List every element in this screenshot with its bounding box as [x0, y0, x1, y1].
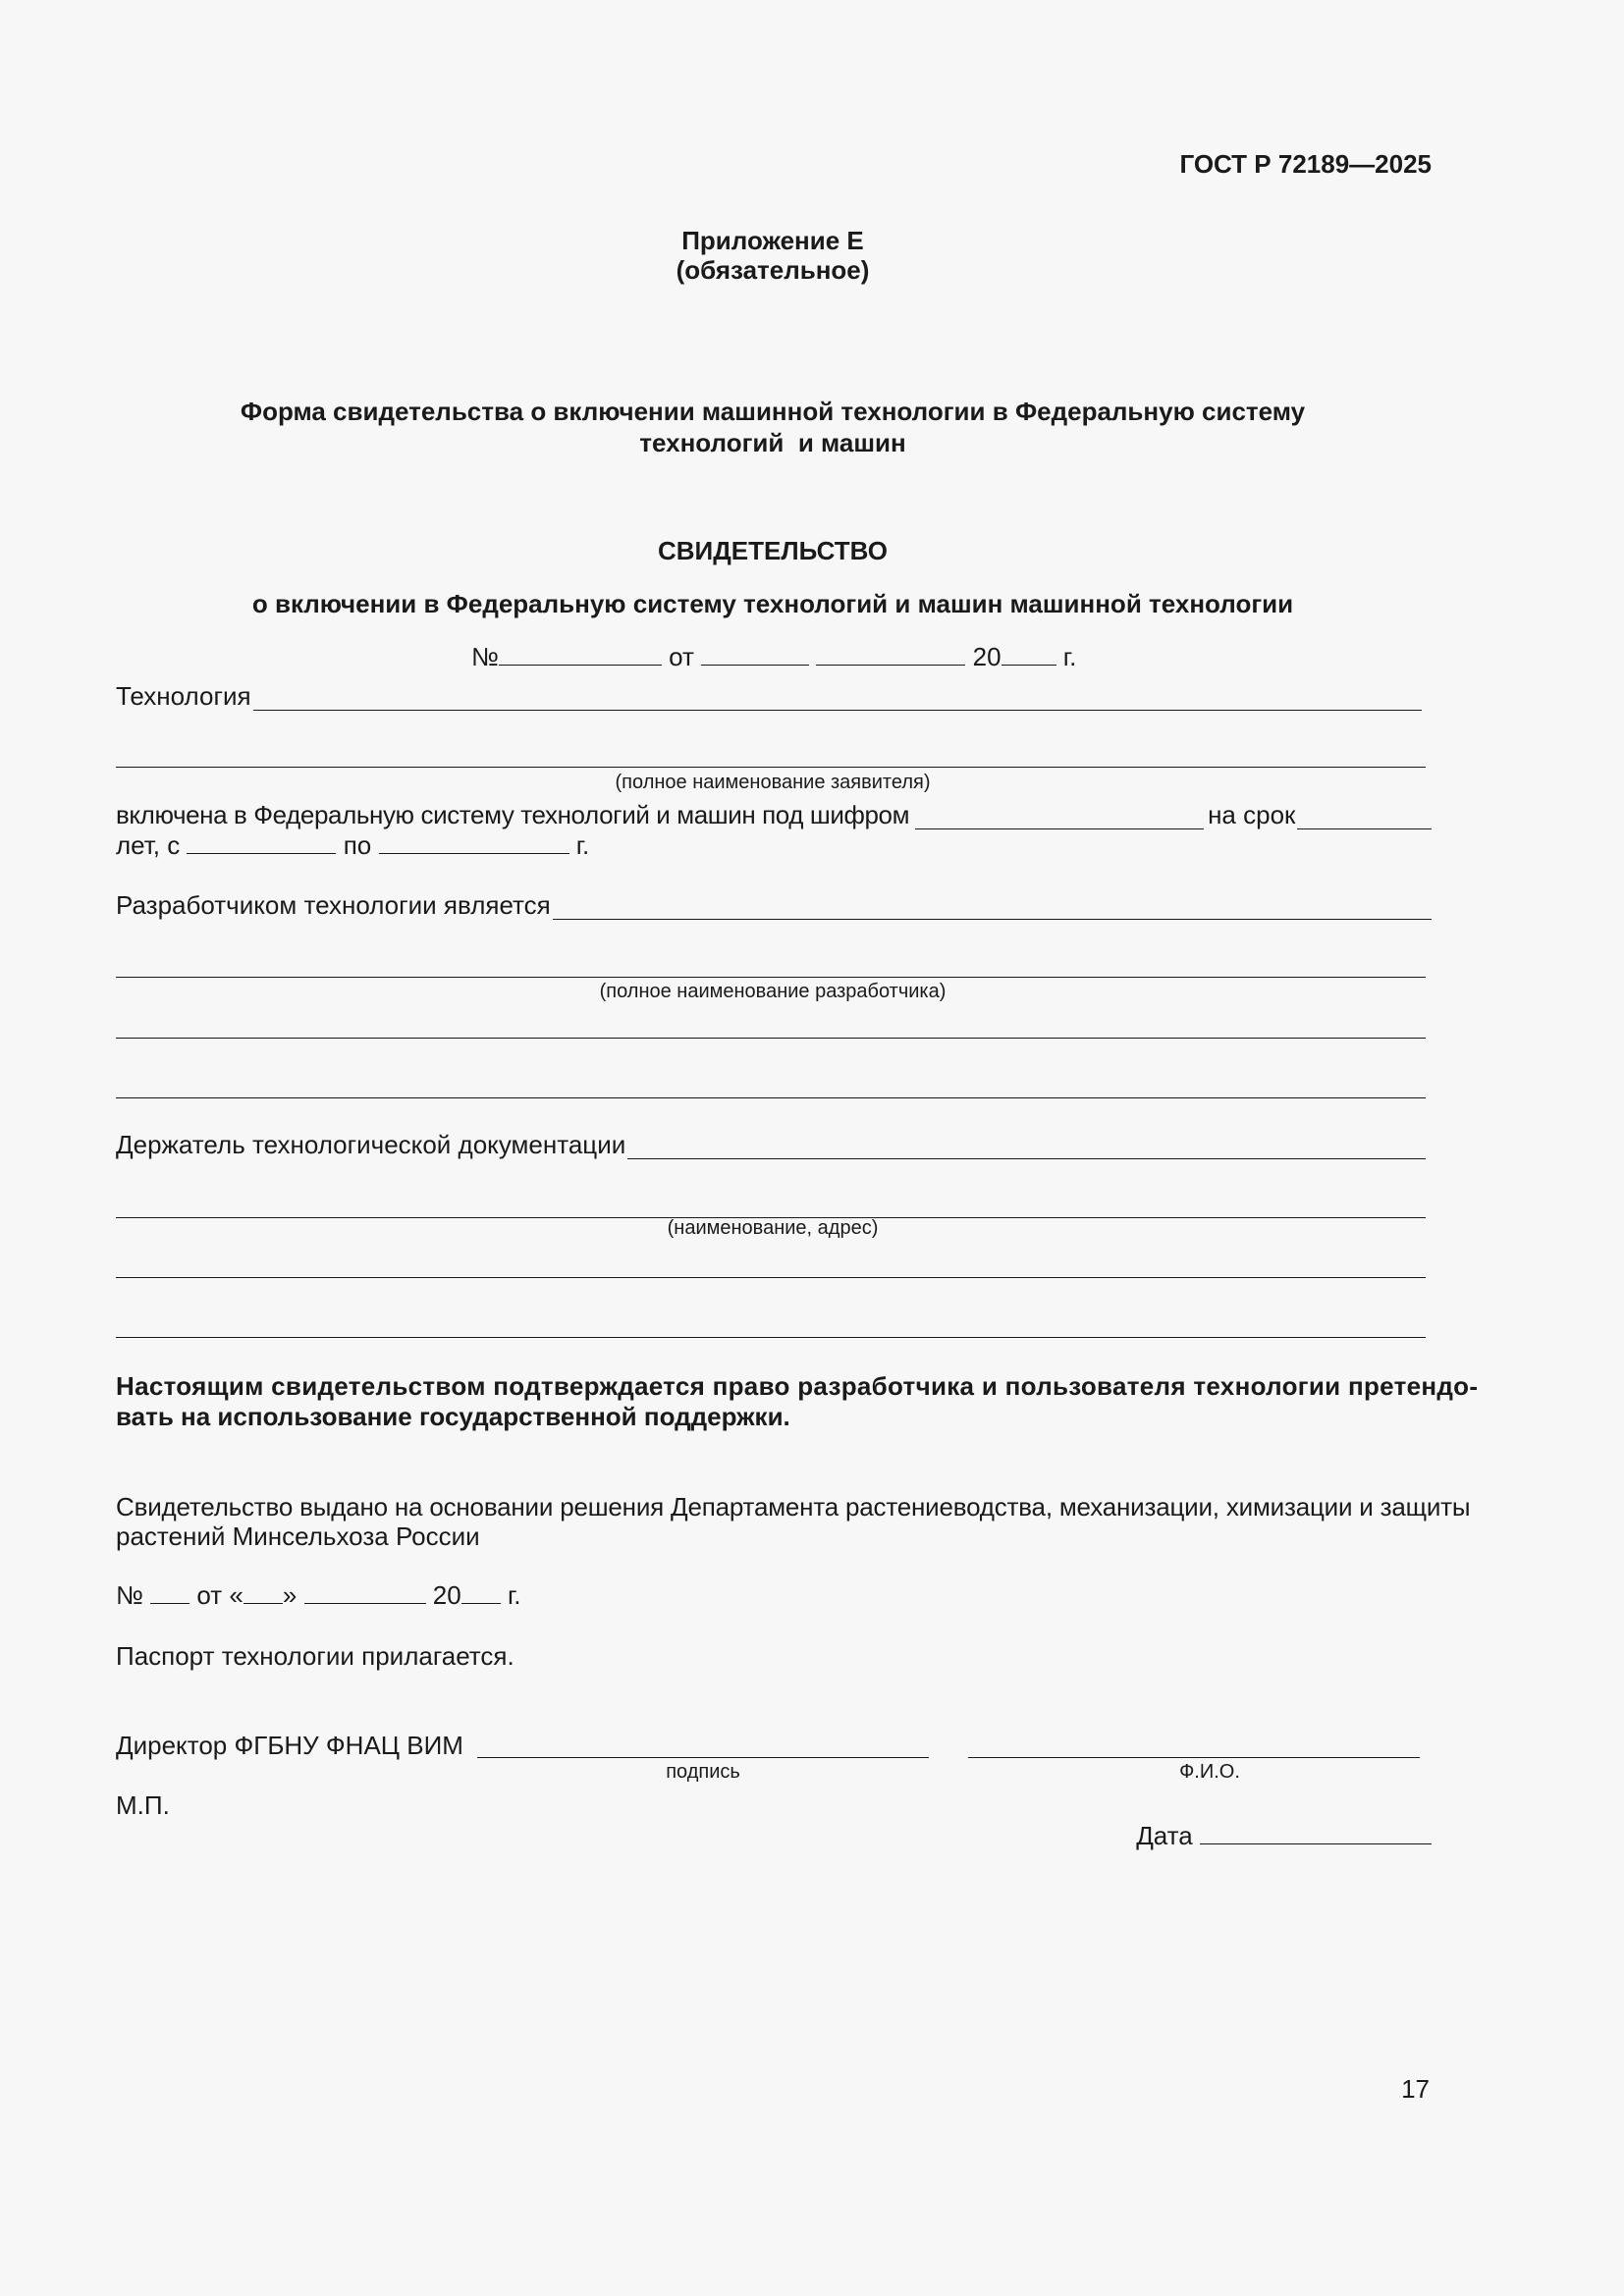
- decision-from-label: от «: [196, 1580, 244, 1610]
- holder-label: Держатель технологической документации: [116, 1130, 626, 1159]
- period-from-field[interactable]: [187, 831, 336, 854]
- decision-number-field[interactable]: [150, 1581, 189, 1604]
- certificate-number-field[interactable]: [499, 643, 662, 666]
- decision-number-prefix: №: [116, 1580, 143, 1610]
- developer-caption: (полное наименование разработчика): [599, 981, 947, 1002]
- holder-caption: (наименование, адрес): [667, 1217, 879, 1239]
- developer-line-4[interactable]: [116, 1097, 1426, 1098]
- decision-quote-close: »: [282, 1580, 298, 1610]
- technology-caption: (полное наименование заявителя): [615, 772, 931, 793]
- decision-row: [116, 1580, 521, 1610]
- signature-field[interactable]: [477, 1757, 929, 1758]
- confirmation-line1: Настоящим свидетельством подтверждается право разработчика и пользователя технологии претендо-: [116, 1371, 1479, 1401]
- technology-label: Технология: [116, 681, 251, 711]
- certificate-year-field[interactable]: [1001, 643, 1056, 666]
- decision-year-field[interactable]: [461, 1581, 501, 1604]
- decision-month-field[interactable]: [304, 1581, 426, 1604]
- decision-year-suffix: г.: [507, 1580, 521, 1610]
- date-row: [1136, 1821, 1432, 1850]
- developer-row: [116, 890, 1432, 920]
- term-label: на срок: [1208, 800, 1296, 829]
- name-caption: Ф.И.О.: [1179, 1761, 1240, 1783]
- to-label: по: [343, 830, 372, 860]
- holder-line-4[interactable]: [116, 1337, 1426, 1338]
- number-prefix: №: [471, 642, 499, 671]
- certificate-month-field[interactable]: [816, 643, 965, 666]
- decision-year-prefix: 20: [432, 1580, 461, 1610]
- developer-field[interactable]: [553, 897, 1432, 920]
- developer-line-2[interactable]: [116, 977, 1426, 978]
- holder-row: [116, 1130, 1426, 1159]
- passport-note: Паспорт технологии прилагается.: [116, 1641, 514, 1671]
- annex-status: (обязательное): [676, 255, 870, 285]
- form-title-line1: Форма свидетельства о включении машинной технологии в Федеральную систему: [240, 397, 1306, 426]
- year-prefix: 20: [972, 642, 1001, 671]
- period-to-field[interactable]: [379, 831, 569, 854]
- technology-row: [116, 681, 1422, 711]
- holder-line-3[interactable]: [116, 1277, 1426, 1278]
- date-field[interactable]: [1200, 1822, 1432, 1844]
- period-row: [116, 830, 589, 860]
- standard-code: ГОСТ Р 72189—2025: [1179, 149, 1432, 179]
- certificate-subtitle: о включении в Федеральную систему технологий и машин машинной технологии: [251, 589, 1294, 618]
- page-number: 17: [1401, 2074, 1430, 2104]
- year-suffix: г.: [1062, 642, 1077, 671]
- from-label: от: [669, 642, 694, 671]
- confirmation-line2: вать на использование государственной поддержки.: [116, 1402, 790, 1431]
- annex-title: Приложение Е: [681, 226, 864, 255]
- seal-label: М.П.: [116, 1790, 170, 1820]
- term-field[interactable]: [1297, 807, 1432, 829]
- years-label: лет, с: [116, 830, 181, 860]
- developer-label: Разработчиком технологии является: [116, 890, 551, 920]
- name-field[interactable]: [968, 1757, 1420, 1758]
- technology-field[interactable]: [253, 688, 1422, 711]
- developer-line-3[interactable]: [116, 1038, 1426, 1039]
- holder-field[interactable]: [627, 1137, 1426, 1159]
- technology-line-2[interactable]: [116, 767, 1426, 768]
- included-text: включена в Федеральную систему технологий и машин под шифром: [116, 800, 910, 829]
- date-label: Дата: [1136, 1821, 1193, 1850]
- basis-line1: Свидетельство выдано на основании решения Департамента растениеводства, механизации, химизации и защиты: [116, 1492, 1471, 1522]
- basis-line2: растений Минсельхоза России: [116, 1522, 480, 1551]
- form-title-line2: технологий и машин: [639, 428, 906, 457]
- signature-caption: подпись: [666, 1761, 740, 1783]
- included-row: [116, 800, 1432, 829]
- cipher-field[interactable]: [915, 807, 1204, 829]
- certificate-number-line: [471, 642, 1076, 671]
- period-year-suffix: г.: [575, 830, 590, 860]
- certificate-day-field[interactable]: [701, 643, 809, 666]
- certificate-title: СВИДЕТЕЛЬСТВО: [658, 536, 888, 565]
- decision-day-field[interactable]: [244, 1581, 283, 1604]
- director-label: Директор ФГБНУ ФНАЦ ВИМ: [116, 1731, 463, 1760]
